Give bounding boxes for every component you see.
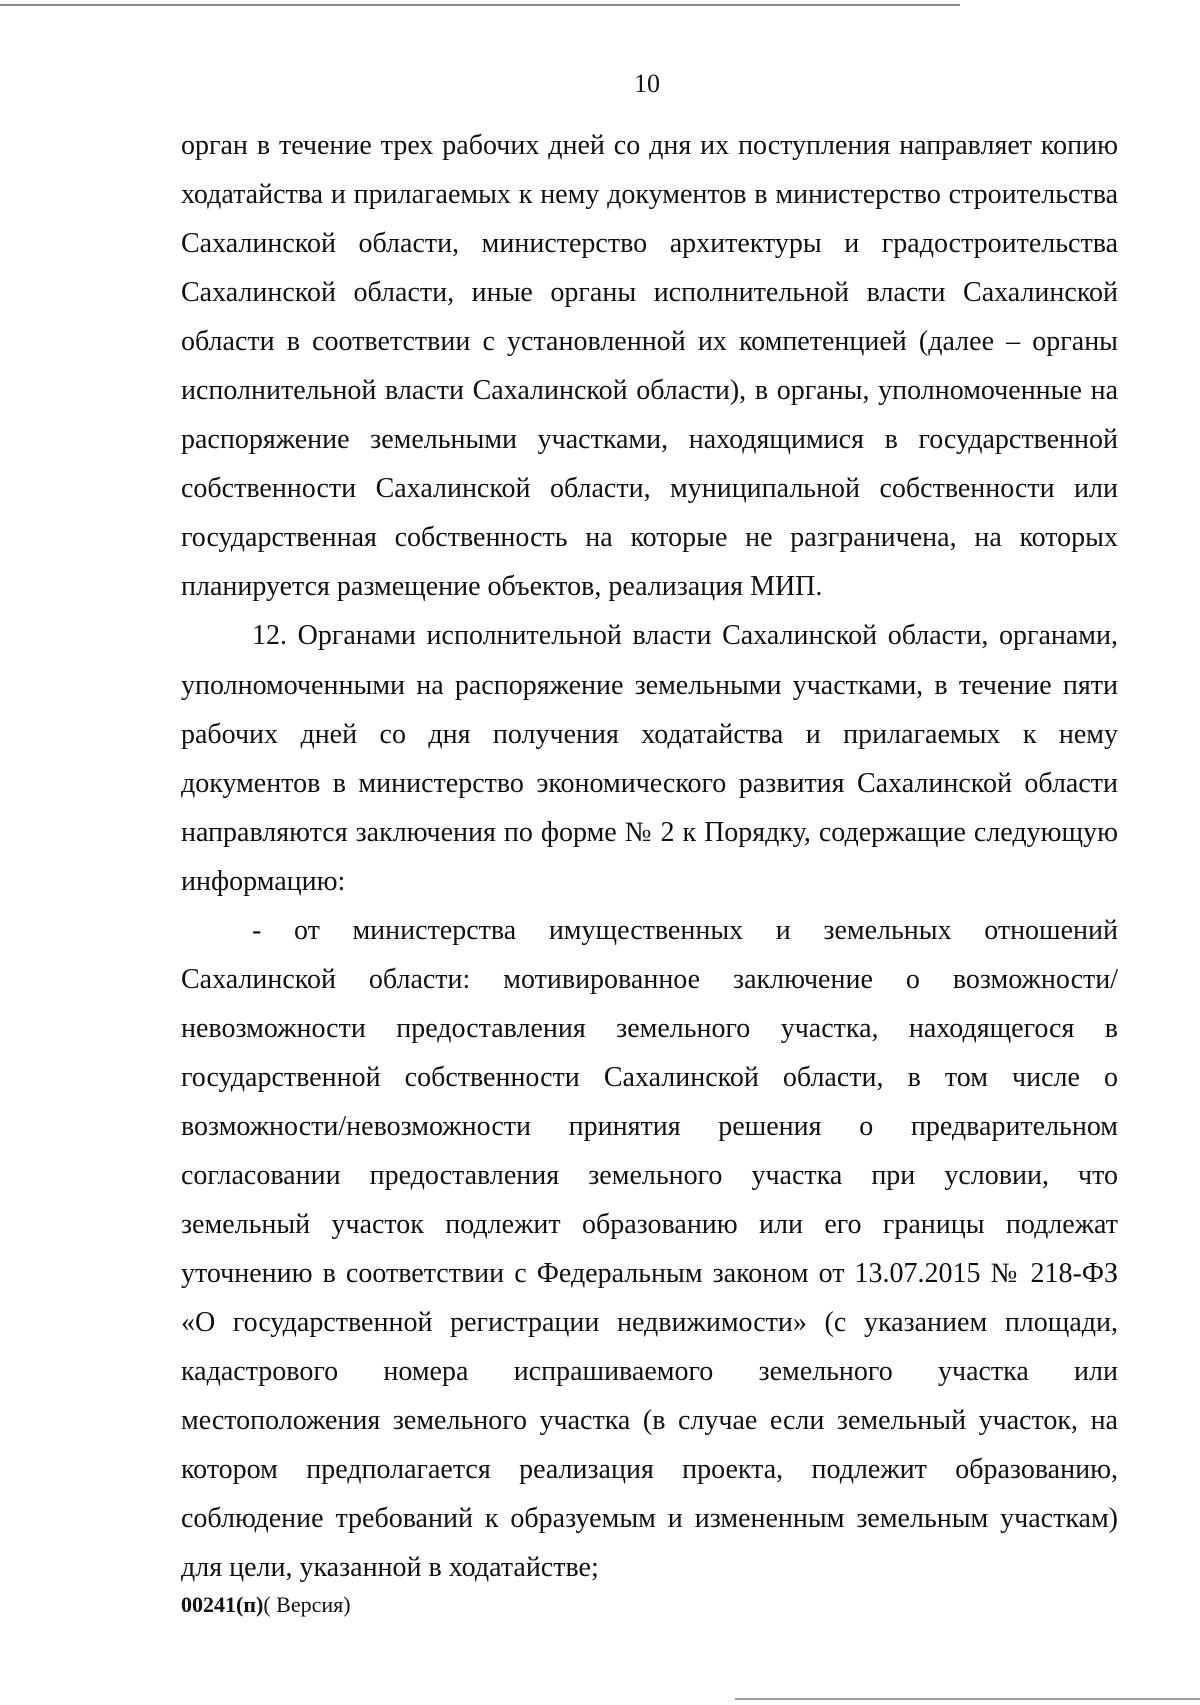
document-footer xyxy=(181,1589,351,1621)
page-number: 10 xyxy=(634,69,660,98)
document-version: ( Версия) xyxy=(263,1592,351,1617)
paragraph-item-12: 12. Органами исполнительной власти Сахалинской области, органами, уполномоченными на распоряжение земельными участками, в течение пяти рабочих дней со дня получения ходатайства и прилагаемых к нему документов в министерство экономического развития Сахалинской области направляются заключения по форме № 2 к Порядку, содержащие следующую информацию: xyxy=(181,620,1118,897)
document-body xyxy=(181,121,1118,1592)
document-code: 00241(п) xyxy=(181,1592,264,1617)
paragraph-continuation: орган в течение трех рабочих дней со дня их поступления направляет копию ходатайства и прилагаемых к нему документов в министерство строительства Сахалинской области, министерство архитектуры и градостроительства Сахалинской области, иные органы исполнительной власти Сахалинской области в соответствии с установленной их компетенцией (далее – органы исполнительной власти Сахалинской области), в органы, уполномоченные на распоряжение земельными участками, находящимися в государственной собственности Сахалинской области, муниципальной собственности или государственная собственность на которые не разграничена, на которых планируется размещение объектов, реализация МИП. xyxy=(181,130,1118,603)
scan-edge-bottom xyxy=(735,1698,1200,1700)
paragraph-ministry-property: - от министерства имущественных и земельных отношений Сахалинской области: мотивированное заключение о возможности/невозможности предоставления земельного участка, находящегося в государственной собственности Сахалинской области, в том числе о возможности/невозможности принятия решения о предварительном согласовании предоставления земельного участка при условии, что земельный участок подлежит образованию или его границы подлежат уточнению в соответствии с Федеральным законом от 13.07.2015 № 218-ФЗ «О государственной регистрации недвижимости» (с указанием площади, кадастрового номера испрашиваемого земельного участка или местоположения земельного участка (в случае если земельный участок, на котором предполагается реализация проекта, подлежит образованию, соблюдение требований к образуемым и измененным земельным участкам) для цели, указанной в ходатайстве; xyxy=(181,914,1118,1584)
scan-edge-top xyxy=(0,4,960,6)
